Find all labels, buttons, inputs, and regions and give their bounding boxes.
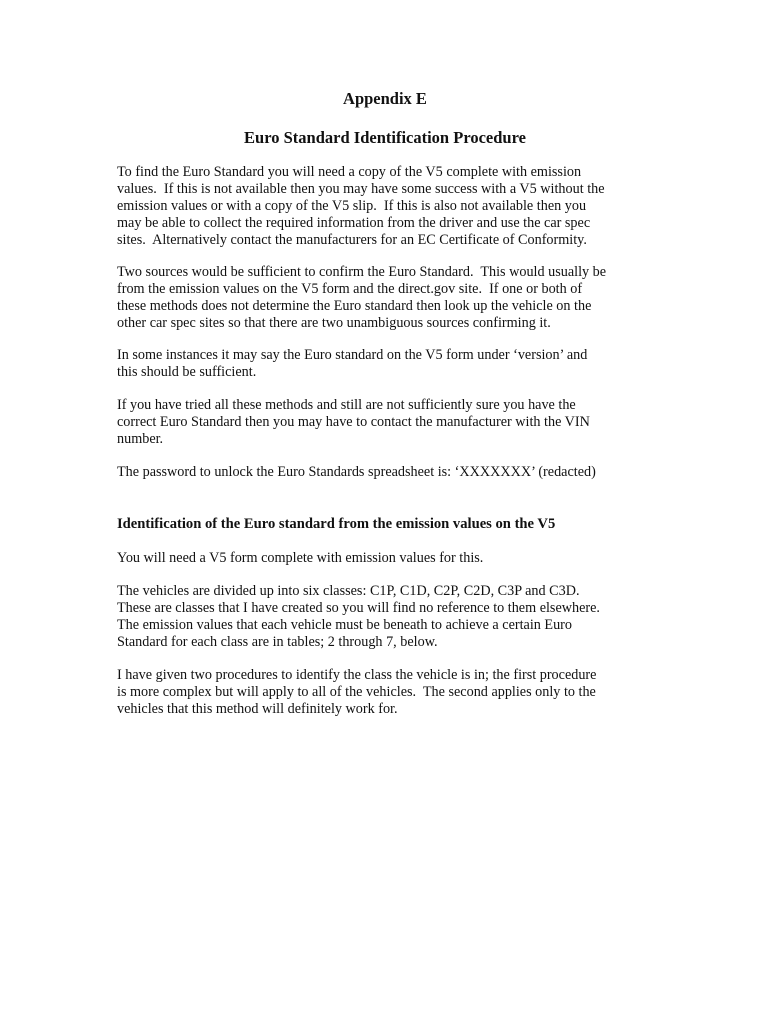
paragraph-procedures bbox=[117, 667, 662, 718]
text-line: Standard for each class are in tables; 2 through 7, below. bbox=[117, 634, 438, 650]
text-line: may be able to collect the required information from the driver and use the car spec bbox=[117, 215, 591, 231]
text-line: The password to unlock the Euro Standards spreadsheet is: ‘XXXXXXX’ (redacted) bbox=[117, 464, 596, 480]
document-subtitle: Euro Standard Identification Procedure bbox=[244, 128, 526, 147]
text-line: from the emission values on the V5 form and the direct.gov site. If one or both of bbox=[117, 281, 583, 297]
text-line: If you have tried all these methods and still are not sufficiently sure you have the bbox=[117, 397, 576, 413]
paragraph-v5-version bbox=[117, 347, 662, 381]
text-line: The emission values that each vehicle must be beneath to achieve a certain Euro bbox=[117, 617, 572, 633]
text-line: In some instances it may say the Euro standard on the V5 form under ‘version’ and bbox=[117, 347, 588, 363]
paragraph-two-sources bbox=[117, 264, 662, 332]
text-line: To find the Euro Standard you will need a copy of the V5 complete with emission bbox=[117, 164, 582, 180]
paragraph-euro-standard-sources bbox=[117, 164, 662, 249]
text-line: Two sources would be sufficient to confirm the Euro Standard. This would usually be bbox=[117, 264, 607, 280]
document-title: Appendix E bbox=[343, 89, 427, 108]
text-line: values. If this is not available then you may have some success with a V5 without the bbox=[117, 181, 605, 197]
text-line: emission values or with a copy of the V5 slip. If this is also not available then you bbox=[117, 198, 587, 214]
text-line: other car spec sites so that there are two unambiguous sources confirming it. bbox=[117, 315, 551, 331]
section-heading: Identification of the Euro standard from the emission values on the V5 bbox=[117, 516, 556, 532]
paragraph-password bbox=[117, 464, 662, 481]
text-line: You will need a V5 form complete with emission values for this. bbox=[117, 550, 484, 566]
text-line: this should be sufficient. bbox=[117, 364, 257, 380]
paragraph-contact-manufacturer bbox=[117, 397, 662, 448]
text-line: these methods does not determine the Euro standard then look up the vehicle on the bbox=[117, 298, 592, 314]
text-line: vehicles that this method will definitely work for. bbox=[117, 701, 398, 717]
text-line: is more complex but will apply to all of the vehicles. The second applies only to the bbox=[117, 684, 596, 700]
text-line: I have given two procedures to identify the class the vehicle is in; the first procedure bbox=[117, 667, 597, 683]
text-line: number. bbox=[117, 431, 164, 447]
text-line: These are classes that I have created so you will find no reference to them elsewhere. bbox=[117, 600, 600, 616]
text-line: sites. Alternatively contact the manufacturers for an EC Certificate of Conformity. bbox=[117, 232, 587, 248]
paragraph-v5-required bbox=[117, 550, 662, 567]
paragraph-vehicle-classes bbox=[117, 583, 662, 651]
text-line: correct Euro Standard then you may have to contact the manufacturer with the VIN bbox=[117, 414, 590, 430]
text-line: The vehicles are divided up into six classes: C1P, C1D, C2P, C2D, C3P and C3D. bbox=[117, 583, 580, 599]
